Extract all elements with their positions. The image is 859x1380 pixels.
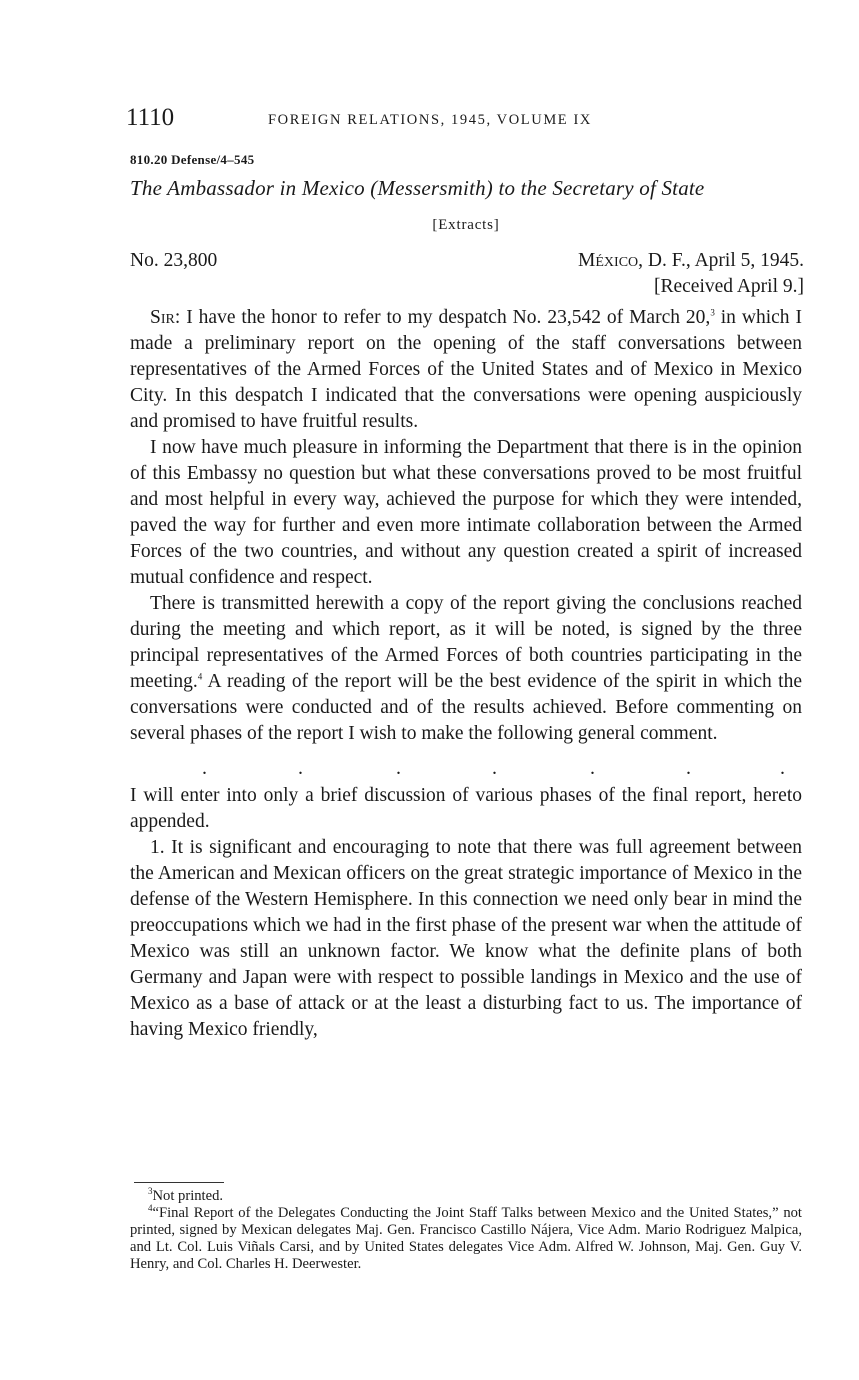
place-prefix: México xyxy=(578,250,639,271)
ellipsis-dot: . xyxy=(298,757,303,779)
extracts-label: [Extracts] xyxy=(432,217,500,233)
ellipsis-dot: . xyxy=(686,757,691,779)
place-date: , D. F., April 5, 1945. xyxy=(638,250,804,271)
footnote-ref-4: 4 xyxy=(197,671,203,682)
ellipsis-dot: . xyxy=(780,757,785,779)
ellipsis-dot: . xyxy=(202,757,207,779)
salutation: Sir xyxy=(150,307,175,328)
paragraph-3: There is transmitted herewith a copy of the report giving the conclusions reached during the meeting and which report, as it will be noted, is signed by the three principal representatives of the Armed Forces of both countries participating in the meeting.$^4$ A reading of the report will be the best evidence of the spirit in which the conversations were conducted and of the results achieved. Before commenting on several phases of the report I wish to make the following general comment. xyxy=(130,593,802,744)
dateline xyxy=(578,250,804,272)
paragraph-2: I now have much pleasure in informing the Department that there is in the opinion of this Embassy no question but what these conversations proved to be most fruitful and most helpful in every way, achieved the purpose for which they were intended, paved the way for further and even more intimate collaboration between the Armed Forces of the two countries, and without any question created a spirit of increased mutual confidence and respect. xyxy=(130,437,802,588)
page-number: 1110 xyxy=(126,104,175,131)
footnote-rule xyxy=(134,1182,224,1183)
footnotes xyxy=(130,1188,802,1273)
footnote-4: $^4$“Final Report of the Delegates Conducting the Joint Staff Talks between Mexico and the United States,” not printed, signed by Mexican delegates Maj. Gen. Francisco Castillo Nájera, Vice Adm. Mario Rodriguez Malpica, and Lt. Col. Luis Viñals Carsi, and by United States delegates Vice Adm. Alfred W. Johnson, Maj. Gen. Guy V. Henry, and Col. Charles H. Deerwester. xyxy=(130,1203,802,1272)
ellipsis-dot: . xyxy=(396,757,401,779)
ellipsis-row xyxy=(130,747,802,783)
paragraph-1: Sir: I have the honor to refer to my despatch No. 23,542 of March 20,$^3$ in which I made a preliminary report on the opening of the staff conversations between representatives of the Armed Forces of the United States and of Mexico in Mexico City. In this despatch I indicated that the conversations were opening auspiciously and promised to have fruitful results. xyxy=(130,307,802,432)
running-title: FOREIGN RELATIONS, 1945, VOLUME IX xyxy=(268,112,592,128)
despatch-number: No. 23,800 xyxy=(130,250,218,271)
ellipsis-dot: . xyxy=(590,757,595,779)
paragraph-5: 1. It is significant and encouraging to note that there was full agreement between the American and Mexican officers on the great strategic importance of Mexico in the defense of the Western Hemisphere. In this connection we need only bear in mind the preoccupations which we had in the first phase of the present war when the attitude of Mexico was still an unknown factor. We know what the definite plans of both Germany and Japan were with respect to possible landings in Mexico and the use of Mexico as a base of attack or at the least a disturbing fact to us. The importance of having Mexico friendly, xyxy=(130,837,802,1040)
footnote-ref-3: 3 xyxy=(710,307,715,318)
paragraph-4: I will enter into only a brief discussion of various phases of the final report, hereto appended. xyxy=(130,785,802,832)
page-header xyxy=(126,104,802,134)
letter-body xyxy=(130,305,802,1043)
footnote-3: $^3$Not printed. xyxy=(148,1186,224,1204)
ellipsis-dot: . xyxy=(492,757,497,779)
document-title: The Ambassador in Mexico (Messersmith) to the Secretary of State xyxy=(130,176,705,200)
file-number: 810.20 Defense/4–545 xyxy=(130,152,255,167)
received-date: [Received April 9.] xyxy=(654,276,804,297)
